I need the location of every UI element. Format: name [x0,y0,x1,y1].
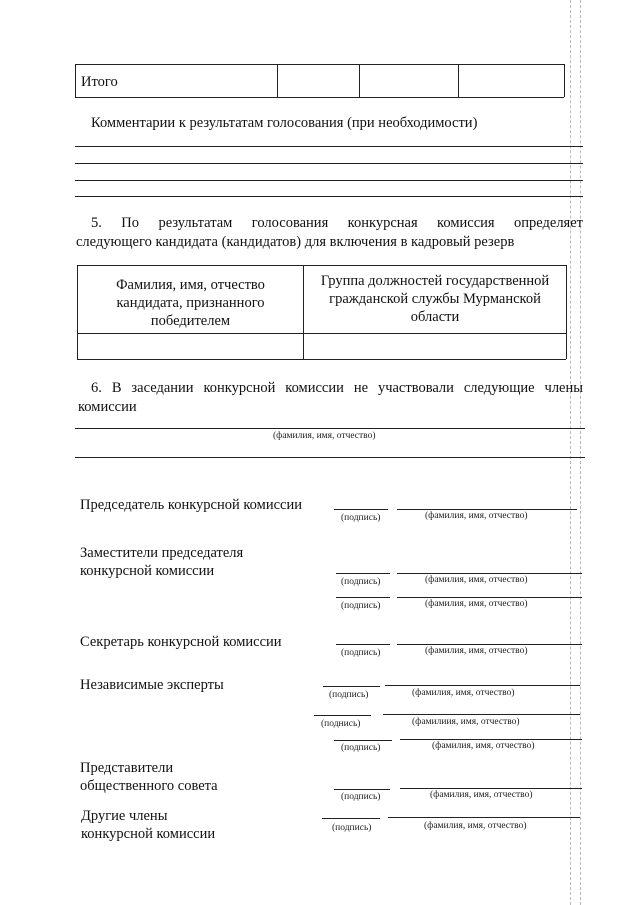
scan-edge-line [570,0,571,905]
name-line [397,509,577,510]
name-line [388,817,580,818]
signature-caption: (поднись) [321,719,361,729]
section5-line2: следующего кандидата (кандидатов) для включения в кадровый резерв [76,234,515,250]
reserve-col1-header: Фамилия, имя, отчество кандидата, признанного победителем [116,277,265,329]
experts-label: Независимые эксперты [80,677,224,693]
deputies-label-line2: конкурсной комиссии [80,563,215,579]
name-caption: (фамилия, имя, отчество) [425,511,528,521]
public-council-label-line2: общественного совета [80,778,218,794]
signature-caption: (подпись) [341,743,381,753]
absent-members-line [75,428,585,429]
name-caption: (фамилиия, имя, отчество) [412,717,520,727]
deputies-label-line1: Заместители председателя [80,545,244,561]
signature-caption: (подпись) [332,823,372,833]
section6-line1: 6. В заседании конкурсной комиссии не участвовали следующие члены [91,380,583,396]
scan-edge-line [580,0,581,905]
comment-line [75,163,583,164]
signature-line [314,715,371,716]
name-line [397,644,582,645]
absent-members-line [75,457,585,458]
name-caption: (фамилия, имя, отчество) [432,741,535,751]
name-line [400,739,582,740]
name-line [397,597,582,598]
signature-line [336,597,390,598]
comment-line [75,180,583,181]
signature-caption: (подпись) [341,513,381,523]
section6-line2: комиссии [78,399,137,415]
signature-line [334,509,388,510]
name-caption: (фамилия, имя, отчество) [425,599,528,609]
chairman-label: Председатель конкурсной комиссии [80,497,302,513]
signature-line [322,818,380,819]
comment-line [75,196,583,197]
secretary-label: Секретарь конкурсной комиссии [80,634,282,650]
name-line [400,788,582,789]
signature-caption: (подпись) [341,577,381,587]
name-caption: (фамилия, имя, отчество) [412,688,515,698]
name-caption: (фамилия, имя, отчество) [425,575,528,585]
name-line [383,714,580,715]
summary-row-label: Итого [81,74,118,90]
name-line [397,573,582,574]
comment-line [75,146,583,147]
signature-caption: (подпись) [341,648,381,658]
name-caption: (фамилия, имя, отчество) [425,646,528,656]
other-members-label-line1: Другие члены [81,808,168,824]
comments-label: Комментарии к результатам голосования (при необходимости) [91,115,478,131]
signature-caption: (подпись) [341,792,381,802]
name-line [385,685,580,686]
signature-caption: (подпись) [341,601,381,611]
absent-members-caption: (фамилия, имя, отчество) [273,431,376,441]
other-members-label-line2: конкурсной комиссии [81,826,216,842]
signature-line [336,573,390,574]
signature-line [336,644,390,645]
reserve-col2-header: Группа должностей государственной гражданской службы Мурманской области [320,273,550,325]
name-caption: (фамилия, имя, отчество) [430,790,533,800]
name-caption: (фамилия, имя, отчество) [424,821,527,831]
signature-line [334,740,392,741]
section5-line1: 5. По результатам голосования конкурсная комиссия определяет [91,215,583,231]
signature-line [334,789,390,790]
public-council-label-line1: Представители [80,760,174,776]
signature-caption: (подпись) [329,690,369,700]
signature-line [323,686,380,687]
